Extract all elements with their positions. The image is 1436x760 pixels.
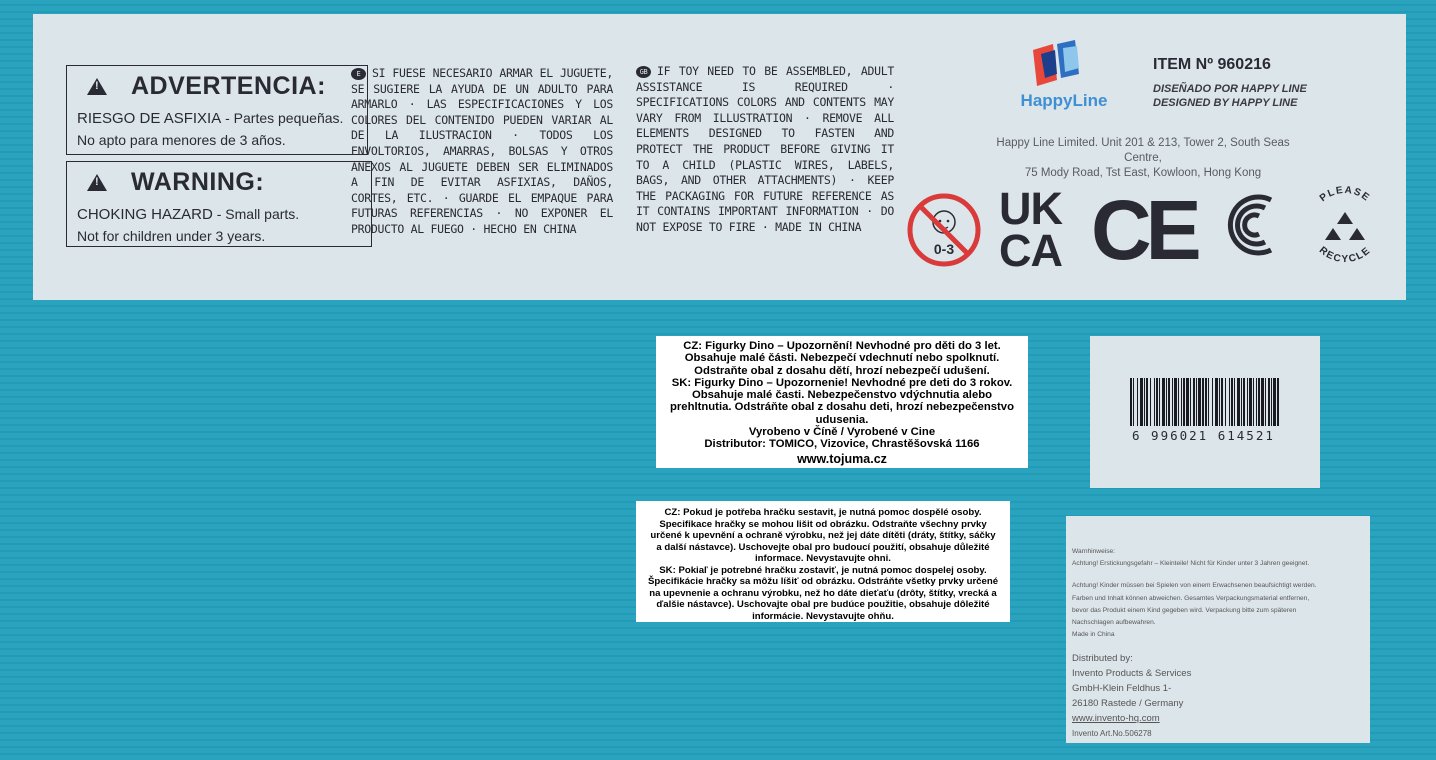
item-number: ITEM Nº 960216 [1153, 56, 1271, 73]
barcode-bar [1212, 378, 1213, 426]
sticker2-line: určené k upevnění a ochraně výrobku, než jej dáte dítěti (dráty, štítky, sáčky [650, 530, 996, 541]
barcode-bar [1156, 378, 1158, 426]
hazard-bold: CHOKING HAZARD [77, 206, 213, 223]
designed-by-spanish: DISEÑADO POR HAPPY LINE [1153, 83, 1307, 95]
barcode-bar [1249, 378, 1252, 426]
barcode-bar [1133, 378, 1134, 426]
sticker1-line: udusenia. [815, 413, 869, 426]
barcode-bar [1247, 378, 1248, 426]
ukca-bottom: CA [999, 225, 1062, 276]
barcode-bar [1181, 378, 1182, 426]
cz-sk-sticker-warning [656, 336, 1028, 468]
de-line: Farben und Inhalt können abweichen. Gesamtes Verpackungsmaterial entfernen, [1072, 594, 1310, 602]
de-line: Nachschlagen aufbewahren. [1072, 619, 1156, 627]
de-dist-line: 26180 Rastede / Germany [1072, 698, 1184, 710]
barcode-number: 6 996021 614521 [1132, 428, 1275, 443]
de-line: bevor das Produkt einem Kind gegeben wird. Verpackung bitte zum späteren [1072, 606, 1297, 614]
de-heading: Warnhinweise: [1072, 548, 1115, 555]
ce-mark: CE [1091, 183, 1196, 277]
barcode-bar [1265, 378, 1266, 426]
barcode-bar [1137, 378, 1138, 426]
sticker1-line: Obsahuje malé části. Nebezpečí vdechnutí nebo spolknutí. [684, 352, 1000, 365]
warning-line2-spanish: No apto para menores de 3 años. [77, 132, 286, 148]
ukca-top: UK [999, 183, 1062, 234]
sticker1-line: prehltnutia. Odstráňte obal z dosahu deti, hrozí nebezpečenstvo [670, 401, 1014, 414]
sticker2-line: na upevnenie a ochranu výrobku, než ho dáte dieťaťu (drôty, štítky, vrecká a [649, 587, 997, 599]
barcode-bar [1172, 378, 1173, 426]
hazard-rest: - Partes pequeñas. [221, 110, 344, 126]
de-dist-site: www.invento-hq.com [1072, 713, 1160, 725]
hazard-bold: RIESGO DE ASFIXIA [77, 110, 222, 127]
svg-text:PLEASE [1318, 185, 1372, 204]
recycle-text-bottom: RECYCLE [1316, 244, 1374, 266]
barcode-bar [1268, 378, 1270, 426]
english-language-icon: GB [636, 66, 651, 78]
barcode-bar [1225, 378, 1226, 426]
designed-by [1153, 82, 1307, 110]
barcode-bar [1140, 378, 1143, 426]
barcode-bar [1166, 378, 1167, 426]
barcode-bar [1208, 378, 1209, 426]
instructions-spanish-text: SI FUESE NECESARIO ARMAR EL JUGUETE, SE SUGIERE LA AYUDA DE UN ADULTO PARA ARMARLO · LAS ESPECIFICACIONES Y LOS COLORES DEL CONTENIDO PUEDEN VARIAR AL DE LA ILUSTRACION · TODOS LOS ENVOLTORIOS, AMARRAS, BOLSAS Y OTROS ANEXOS AL JUGUETE DEBEN SER ELIMINADOS A FIN DE EVITAR ASFIXIAS, DAÑOS, CORTES, ETC. · GUARDE EL EMPAQUE PARA FUTURAS REFERENCIAS · NO EXPONER EL PRODUCTO AL FUEGO · HECHO EN CHINA [351, 66, 613, 236]
svg-text:RECYCLE [1317, 245, 1373, 265]
warning-triangle-icon [87, 78, 107, 95]
ukca-mark [999, 183, 1062, 276]
barcode-bar [1241, 378, 1242, 426]
barcode-bar [1221, 378, 1223, 426]
barcode-bar [1168, 378, 1170, 426]
warning-title-text: WARNING: [131, 168, 265, 196]
instructions-spanish [351, 66, 613, 238]
barcode-icon [1130, 378, 1280, 426]
brand-name: HappyLine [1020, 91, 1108, 110]
barcode-bar [1258, 378, 1260, 426]
company-address [983, 136, 1303, 181]
sticker1-line: SK: Figurky Dino – Upozornenie! Nevhodné pre deti do 3 rokov. [671, 376, 1013, 389]
barcode-bar [1237, 378, 1240, 426]
barcode-bar [1253, 378, 1254, 426]
de-dist-line: Invento Products & Services [1072, 668, 1192, 680]
hazard-rest: - Small parts. [212, 206, 300, 222]
german-distributor-label [1066, 516, 1370, 743]
spanish-language-icon: E [351, 68, 366, 80]
barcode-bar [1261, 378, 1264, 426]
warning-line1-spanish [77, 109, 357, 128]
barcode-bar [1150, 378, 1151, 426]
address-line2: 75 Mody Road, Tst East, Kowloon, Hong Kong [1024, 167, 1262, 179]
de-distributor [1072, 651, 1364, 741]
age-restriction-icon [904, 192, 984, 268]
barcode-bar [1178, 378, 1179, 426]
barcode-bar [1205, 378, 1207, 426]
de-line: Made in China [1072, 631, 1115, 639]
sticker2-line: Specifikace hračky se mohou lišit od obrázku. Odstraňte všechny prvky [659, 518, 987, 530]
barcode-bar [1229, 378, 1230, 426]
sticker1-line: Vyrobeno v Číně / Vyrobené v Cine [748, 426, 936, 439]
barcode-bar [1183, 378, 1185, 426]
sticker2-line: Špecifikácie hračky sa môžu líšiť od obrázku. Odstráňte všetky prvky určené [647, 576, 999, 587]
barcode-bar [1154, 378, 1155, 426]
barcode-bar [1271, 378, 1272, 426]
instructions-english-text: IF TOY NEED TO BE ASSEMBLED, ADULT ASSISTANCE IS REQUIRED · SPECIFICATIONS COLORS AND CONTENTS MAY VARY FROM ILLUSTRATION · REMOVE ALL ELEMENTS DESIGNED TO FASTEN AND PROTECT THE PRODUCT BEFORE GIVING IT TO A CHILD (PLASTIC WIRES, LABELS, BAGS, AND OTHER ATTACHMENTS) · KEEP THE PACKAGING FOR FUTURE REFERENCE AS IT CONTAINS IMPORTANT INFORMATION · DO NOT EXPOSE TO FIRE · MADE IN CHINA [636, 64, 894, 234]
main-product-label [33, 14, 1406, 300]
sticker1-line: Odstraňte obal z dosahu dětí, hrozí nebezpečí udušení. [694, 364, 990, 377]
sticker2-line: informácie. Nevystavujte ohňu. [752, 610, 894, 622]
sticker2-line: a další nástavce). Uschovejte obal pro budoucí použití, obsahuje důležité [656, 541, 990, 553]
warning-box-spanish [66, 65, 368, 155]
de-dist-heading: Distributed by: [1072, 653, 1133, 665]
barcode-bar [1144, 378, 1145, 426]
age-text: 0-3 [933, 241, 955, 257]
barcode-bar [1219, 378, 1220, 426]
warning-box-english [66, 161, 372, 247]
happyline-logo [1019, 34, 1109, 114]
warning-title-text: ADVERTENCIA: [131, 72, 326, 100]
sticker1-line: Obsahuje malé časti. Nebezpečenstvo vdýchnutia alebo [691, 389, 993, 402]
barcode-bar [1198, 378, 1201, 426]
de-article-number: Invento Art.No.506278 [1072, 729, 1152, 739]
warning-triangle-icon [87, 174, 107, 191]
barcode-bar [1243, 378, 1245, 426]
sticker1-line: CZ: Figurky Dino – Upozornění! Nevhodné pro děti do 3 let. [683, 340, 1001, 352]
warning-title-spanish [77, 72, 357, 101]
please-recycle-icon [1303, 180, 1387, 270]
barcode-bar [1190, 378, 1191, 426]
warning-line2-english: Not for children under 3 years. [77, 228, 266, 244]
barcode-bar [1231, 378, 1233, 426]
warning-title-english [77, 168, 361, 197]
barcode-bar [1193, 378, 1195, 426]
instructions-english [636, 64, 894, 236]
recycle-text-top: PLEASE [1317, 184, 1373, 205]
barcode-bar [1215, 378, 1218, 426]
barcode-bar [1186, 378, 1189, 426]
address-line1: Happy Line Limited. Unit 201 & 213, Tower 2, South Seas Centre, [996, 137, 1290, 164]
barcode-bar [1277, 378, 1279, 426]
sticker1-line: Distributor: TOMICO, Vizovice, Chrastěšovská 1166 [704, 438, 980, 451]
designed-by-english: DESIGNED BY HAPPY LINE [1153, 97, 1298, 109]
barcode-bar [1202, 378, 1204, 426]
sticker2-line: CZ: Pokud je potřeba hračku sestavit, je nutná pomoc dospělé osoby. [664, 507, 982, 518]
barcode-bar [1130, 378, 1132, 426]
barcode-bar [1273, 378, 1276, 426]
sticker2-line: SK: Pokiaľ je potrebné hračku zostaviť, je nutná pomoc dospelej osoby. [659, 564, 987, 576]
warning-line1-english [77, 205, 361, 224]
de-line: Achtung! Kinder müssen bei Spielen von einem Erwachsenen beaufsichtigt werden. [1072, 582, 1317, 590]
sticker2-line: informace. Nevystavujte ohni. [755, 553, 891, 564]
sticker1-website: www.tojuma.cz [797, 451, 887, 466]
barcode-bar [1196, 378, 1197, 426]
barcode-bar [1159, 378, 1160, 426]
barcode-label [1090, 336, 1320, 488]
de-dist-line: GmbH-Klein Feldhus 1- [1072, 683, 1172, 695]
barcode-bar [1162, 378, 1165, 426]
de-line: Achtung! Erstickungsgefahr – Kleinteile! Nicht für Kinder unter 3 Jahren geeignet. [1072, 560, 1310, 568]
barcode-bar [1256, 378, 1257, 426]
barcode-bar [1174, 378, 1177, 426]
recycling-arcs-icon [1219, 186, 1281, 264]
barcode-bar [1146, 378, 1148, 426]
cz-sk-sticker-assembly [636, 501, 1010, 622]
barcode-bar [1234, 378, 1235, 426]
sticker2-line: ďalšie nástavce). Uschovajte obal pre budúce použitie, obsahuje dôležité [656, 599, 990, 610]
